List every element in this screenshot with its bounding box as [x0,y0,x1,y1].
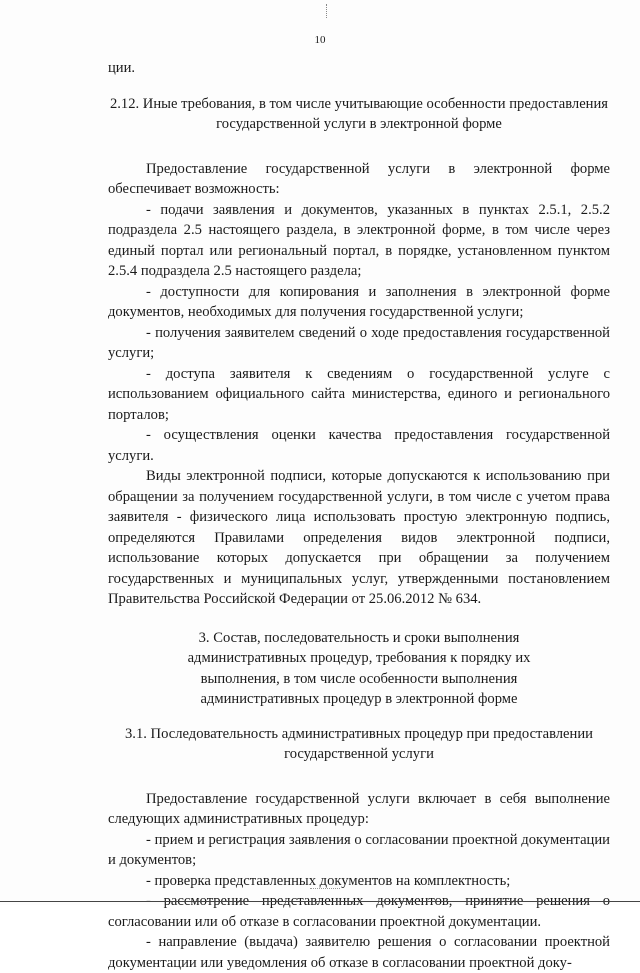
procedure-item-review-decision: - рассмотрение представленных документов, принятие решения о согласовании или об отказе в согласовании проектной документации. [108,893,610,930]
continuation-text: ции. [108,60,136,76]
page-edge-line [0,901,640,902]
procedure-item-completeness-check: - проверка представленных документов на комплектность; [146,872,511,889]
paragraph-intro: Предоставление государственной услуги в электронной форме обеспечивает возможность: [108,160,610,197]
list-item-accessibility: - доступности для копирования и заполнения в электронной форме документов, необходимых для получения государственной услуги; [108,283,610,320]
list-item-progress-info: - получения заявителем сведений о ходе предоставления государственной услуги; [108,324,610,361]
list-item-access-info: - доступа заявителя к сведениям о государственной услуге с использованием официального сайта министерства, единого и регионального порталов; [108,365,610,423]
section-3-1-heading: 3.1. Последовательность административных процедур при предоставлении государственной услуги [125,725,593,762]
section-2-12-heading: 2.12. Иные требования, в том числе учитывающие особенности предоставления государственной услуги в электронной форме [109,95,609,132]
paragraph-electronic-signatures: Виды электронной подписи, которые допускаются к использованию при обращении за получением государственной услуги, в том числе с учетом права заявителя - физического лица использовать простую электронную подпись, определяются Правилами определения видов электронной подписи, использование которых допускается при обращении за получением государственных и муниципальных услуг, утвержденными постановлением Правительства Российской Федерации от 25.06.2012 № 634. [108,468,610,607]
paragraph-3-1-intro: Предоставление государственной услуги включает в себя выполнение следующих административных процедур: [108,790,610,827]
list-item-submission: - подачи заявления и документов, указанных в пунктах 2.5.1, 2.5.2 подраздела 2.5 настоящего раздела, в электронной форме, в том числе через единый портал или региональный портал, в порядке, установленном пунктом 2.5.4 подраздела 2.5 настоящего раздела; [108,201,610,279]
list-item-quality-assessment: - осуществления оценки качества предоставления государственной услуги. [108,427,610,464]
procedure-item-issuance: - направление (выдача) заявителю решения о согласовании проектной документации или уведомления об отказе в согласовании проектной доку- [108,934,610,971]
section-3-heading: 3. Состав, последовательность и сроки выполнения административных процедур, требования к порядку их выполнения, в том числе особенности выполнения административных процедур в электронной форме [187,629,531,707]
scan-mark [326,4,328,18]
page-number: 10 [314,34,326,46]
scan-mark-bottom [310,888,340,889]
procedure-item-registration: - прием и регистрация заявления о согласовании проектной документации и документов; [108,831,610,868]
document-body [108,58,610,973]
